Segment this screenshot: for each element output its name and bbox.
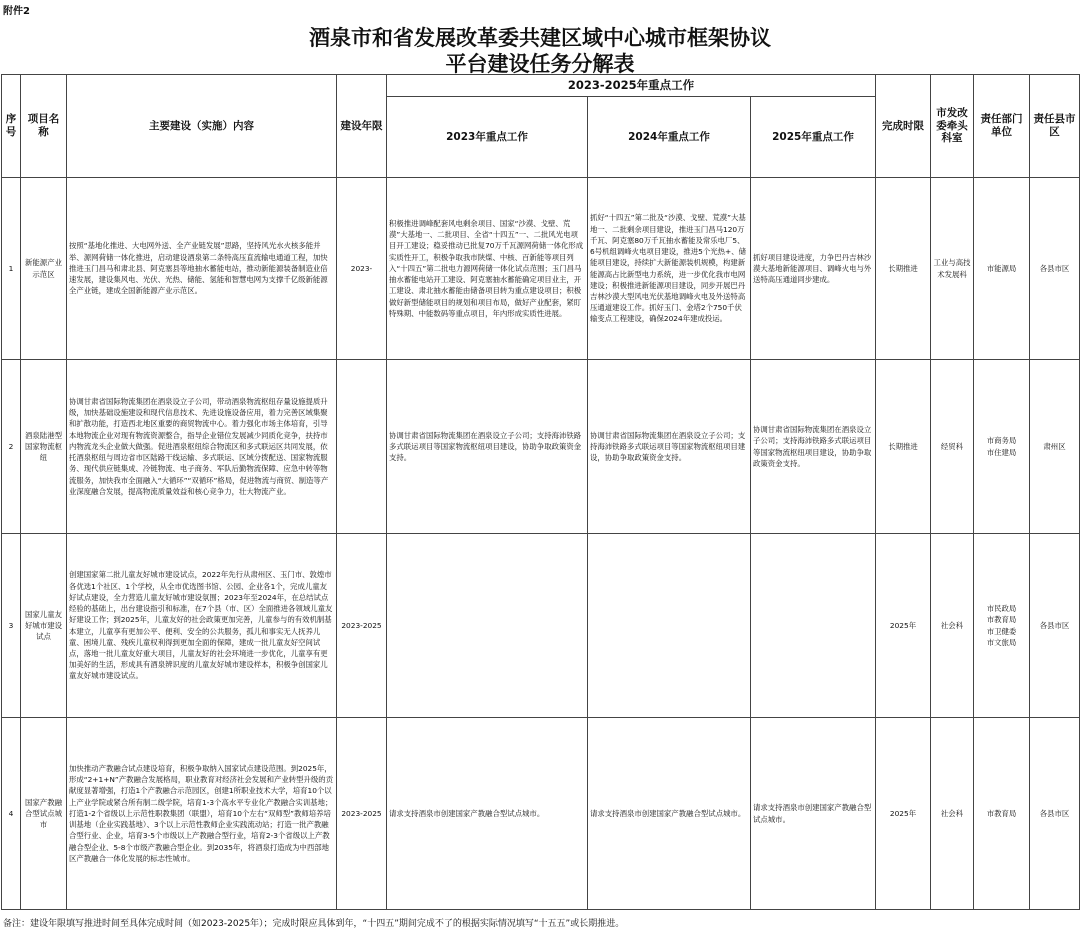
row-content: 协调甘肃省国际物流集团在酒泉设立子公司，带动酒泉物流枢纽存量设施提质升级，加快基础设施建设和现代信息技术、先进设施设备应用，着力完善区域集聚和扩散功能，打造西北地区重要的商贸物流中心。着力强化市场主体培育，引导本地物流企业对现有物流资源整合，指导企业错位发展减少同质化竞争，扶持市内物流龙头企业做大做强。促进酒泉枢纽综合物流区和多式联运区共同发展，依托酒泉枢纽与周边省市区陆路干线运输、多式联运、区域分拨配送、国家物流服务、现代供应链集成、冷链物流、电子商务、军队后勤物流保障、应急中转等物流服务，加快我市全面融入“大循环”“双循环”格局，促进物流与商贸、制造等产业深度融合发展，提高物流质量效益和核心竞争力，壮大物流产业。 [67,360,337,534]
row-project-name: 新能源产业示范区 [21,178,67,360]
row-content: 按照“基地化推进、大电网外送、全产业链发展”思路，坚持风光水火核多能并举、源网荷储一体化推进，启动建设酒泉第二条特高压直流输电通道工程，加快推进玉门昌马和肃北县、阿克塞县等地抽水蓄能电站，推动新能源装备制造业倍速发展，建设集风电、光伏、光热、储能、氢能和智慧电网为支撑千亿级新能源全产业链，建成全国新能源产业示范区。 [67,178,337,360]
row-lead-office: 经贸科 [931,360,974,534]
row-2023-work [387,534,588,718]
table-row [2,534,1080,718]
header-no: 序号 [2,75,21,178]
header-2023: 2023年重点工作 [387,97,588,178]
document-title-line1: 酒泉市和省发展改革委共建区域中心城市框架协议 [309,25,771,50]
row-lead-office: 社会科 [931,718,974,910]
header-project-name: 项目名称 [21,75,67,178]
row-responsible-dept: 市民政局 市教育局 市卫健委 市文旅局 [974,534,1030,718]
row-content: 加快推动产教融合试点建设培育，积极争取纳入国家试点建设范围。到2025年，形成“2+1+N”产教融合发展格局，职业教育对经济社会发展和产业转型升级的贡献度显著增强，打造1个产教融合示范园区，创建1所职业技术大学，培育10个以上产业学院或紧合所有制二级学院，培育1-3个高水平专业化产教融合实训基地；打造1-2个省级以上示范性职教集团（联盟），培育10个左右“双师型”教师培养培训基地（企业实践基地）、3个以上示范性教师企业实践流动站；打造一批产教融合型行业、企业，培育3-5个市级以上产教融合型行业，培育2-3个省级以上产教融合型企业、5-8个市级产教融合型企业。到2035年，将酒泉打造成为中西部地区产教融合一体化发展的标志性城市。 [67,718,337,910]
row-period: 2023-2025 [337,718,387,910]
row-no: 3 [2,534,21,718]
row-2024-work: 抓好“十四五”第二批及“沙漠、戈壁、荒漠”大基地一、二批剩余项目建设，推进玉门昌马120万千瓦、阿克塞80万千瓦抽水蓄能及常乐电厂5、6号机组调峰火电项目建设，推进5个光热+、储能项目建设，持续扩大新能源装机规模，构建新能源高占比新型电力系统，进一步优化我市电网建设；积极推进新能源项目建设，同步开展巴丹吉林沙漠大型风电光伏基地调峰火电及外送特高压通道建设工作。抓好玉门、金塔2个750千伏输变点工程建设，确保2024年建成投运。 [588,178,751,360]
row-lead-office: 工业与高技术发展科 [931,178,974,360]
row-responsible-dept: 市商务局 市住建局 [974,360,1030,534]
row-2025-work: 请求支持酒泉市创建国家产教融合型试点城市。 [751,718,876,910]
row-2024-work [588,534,751,718]
row-project-name: 国家儿童友好城市建设试点 [21,534,67,718]
row-no: 4 [2,718,21,910]
header-period: 建设年限 [337,75,387,178]
row-deadline: 2025年 [876,534,931,718]
row-deadline: 2025年 [876,718,931,910]
row-period [337,360,387,534]
header-2024: 2024年重点工作 [588,97,751,178]
header-2025: 2025年重点工作 [751,97,876,178]
row-responsible-county: 各县市区 [1030,534,1080,718]
row-responsible-dept: 市能源局 [974,178,1030,360]
row-2024-work: 请求支持酒泉市创建国家产教融合型试点城市。 [588,718,751,910]
row-content: 创建国家第二批儿童友好城市建设试点，2022年先行从肃州区、玉门市、敦煌市各优选1个社区、1个学校，从全市优选图书馆、公园、企业各1个，完成儿童友好试点建设，全力营造儿童友好城市建设氛围；2023年至2024年，在总结试点经验的基础上，出台建设指引和标准，在7个县（市、区）全面推进各领域儿童友好建设工作；到2025年，儿童友好的社会政策更加完善，儿童参与的有效机制基本建立，儿童享有更加公平、便利、安全的公共服务，孤儿和事实无人抚养儿童、困境儿童、残疾儿童权利得到更加全面的保障，建成一批儿童友好空间试点，落地一批儿童友好重大项目，儿童友好的社会环境进一步优化，儿童享有更加美好的生活，形成具有酒泉辨识度的儿童友好城市建设样本，积极争创国家儿童友好城市建设试点。 [67,534,337,718]
row-project-name: 酒泉陆港型国家物流枢纽 [21,360,67,534]
document-title-line2: 平台建设任务分解表 [445,51,635,76]
header-responsible-county: 责任县市区 [1030,75,1080,178]
header-key-work: 2023-2025年重点工作 [387,75,876,97]
row-2025-work [751,534,876,718]
row-period: 2023- [337,178,387,360]
row-period: 2023-2025 [337,534,387,718]
row-2023-work: 积极推进调峰配套风电剩余项目、国家“沙漠、戈壁、荒漠”大基地一、二批项目、全省“十四五”一、二批风光电项目开工建设；稳妥推动已批复70万千瓦源网荷储一体化形成实质性开工，积极争取我市陕煤、中核、百新能等项目列入“十四五”第二批电力源网荷储一体化试点范围；玉门昌马抽水蓄能电站开工建设、阿克塞抽水蓄能确定项目业主，开工建设、肃北抽水蓄能由储备项目转为重点建设项目；积极做好新型储能项目的规划和项目布局，做好产业配套，紧盯特殊期、中能数码等重点项目，年内形成实质性进展。 [387,178,588,360]
row-lead-office: 社会科 [931,534,974,718]
row-no: 2 [2,360,21,534]
row-2025-work: 抓好项目建设进度，力争巴丹吉林沙漠大基地新能源项目、调峰火电与外送特高压通道同步建成。 [751,178,876,360]
row-deadline: 长期推进 [876,178,931,360]
row-responsible-dept: 市教育局 [974,718,1030,910]
row-no: 1 [2,178,21,360]
table-row [2,178,1080,360]
row-2023-work: 请求支持酒泉市创建国家产教融合型试点城市。 [387,718,588,910]
row-responsible-county: 各县市区 [1030,718,1080,910]
row-2025-work: 协调甘肃省国际物流集团在酒泉设立子公司；支持海沛铁路多式联运项目等国家物流枢纽项目建设，协助争取政策资金支持。 [751,360,876,534]
row-2024-work: 协调甘肃省国际物流集团在酒泉设立子公司；支持海沛铁路多式联运项目等国家物流枢纽项目建设，协助争取政策资金支持。 [588,360,751,534]
header-deadline: 完成时限 [876,75,931,178]
task-breakdown-table [1,74,1080,910]
table-row [2,360,1080,534]
header-main-content: 主要建设（实施）内容 [67,75,337,178]
table-row [2,718,1080,910]
row-responsible-county: 各县市区 [1030,178,1080,360]
header-responsible-dept: 责任部门单位 [974,75,1030,178]
header-lead-office: 市发改委牵头科室 [931,75,974,178]
row-project-name: 国家产教融合型试点城市 [21,718,67,910]
row-2023-work: 协调甘肃省国际物流集团在酒泉设立子公司；支持海沛铁路多式联运项目等国家物流枢纽项目建设，协助争取政策资金支持。 [387,360,588,534]
attachment-label: 附件2 [3,6,30,17]
row-deadline: 长期推进 [876,360,931,534]
row-responsible-county: 肃州区 [1030,360,1080,534]
footnote: 备注：建设年限填写推进时间至具体完成时间（如2023-2025年）；完成时限应具体到年，“十四五”期间完成不了的根据实际情况填写“十五五”或长期推进。 [3,919,625,929]
